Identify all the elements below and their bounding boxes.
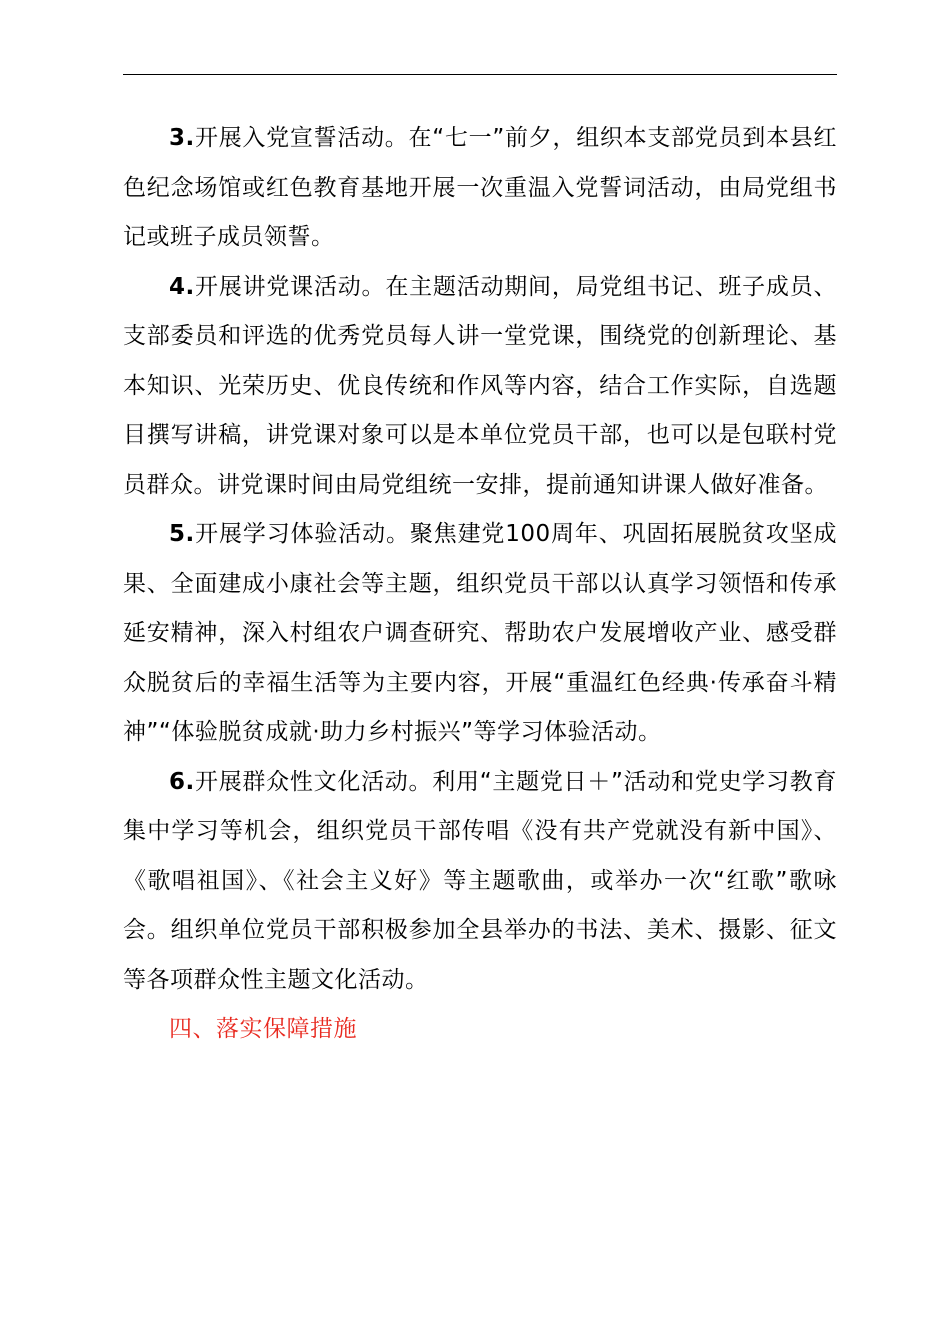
item-number: 3. [169, 125, 195, 151]
paragraph-5 [123, 510, 837, 758]
paragraph-6 [123, 758, 837, 1006]
item-number: 6. [169, 768, 195, 795]
paragraph-text: 开展讲党课活动。在主题活动期间，局党组书记、班子成员、支部委员和评选的优秀党员每人讲一堂党课，围绕党的创新理论、基本知识、光荣历史、优良传统和作风等内容，结合工作实际，自选题目撰写讲稿，讲党课对象可以是本单位党员干部，也可以是包联村党员群众。讲党课时间由局党组统一安排，提前通知讲课人做好准备。 [123, 273, 837, 498]
item-number: 4. [169, 273, 195, 300]
document-body [123, 114, 837, 1055]
section-heading: 四、落实保障措施 [169, 1016, 357, 1042]
paragraph-text: 开展群众性文化活动。利用“主题党日＋”活动和党史学习教育集中学习等机会，组织党员干部传唱《没有共产党就没有新中国》、《歌唱祖国》、《社会主义好》等主题歌曲，或举办一次“红歌”歌咏会。组织单位党员干部积极参加全县举办的书法、美术、摄影、征文等各项群众性主题文化活动。 [123, 768, 837, 993]
paragraph-text: 开展学习体验活动。聚焦建党100周年、巩固拓展脱贫攻坚成果、全面建成小康社会等主题，组织党员干部以认真学习领悟和传承延安精神，深入村组农户调查研究、帮助农户发展增收产业、感受群众脱贫后的幸福生活等为主要内容，开展“重温红色经典·传承奋斗精神”“体验脱贫成就·助力乡村振兴”等学习体验活动。 [123, 521, 837, 745]
item-number: 5. [169, 521, 195, 547]
paragraph-3 [123, 114, 837, 263]
header-rule [123, 74, 837, 75]
paragraph-4 [123, 263, 837, 511]
paragraph-text: 开展入党宣誓活动。在“七一”前夕，组织本支部党员到本县红色纪念场馆或红色教育基地开展一次重温入党誓词活动，由局党组书记或班子成员领誓。 [123, 125, 837, 250]
